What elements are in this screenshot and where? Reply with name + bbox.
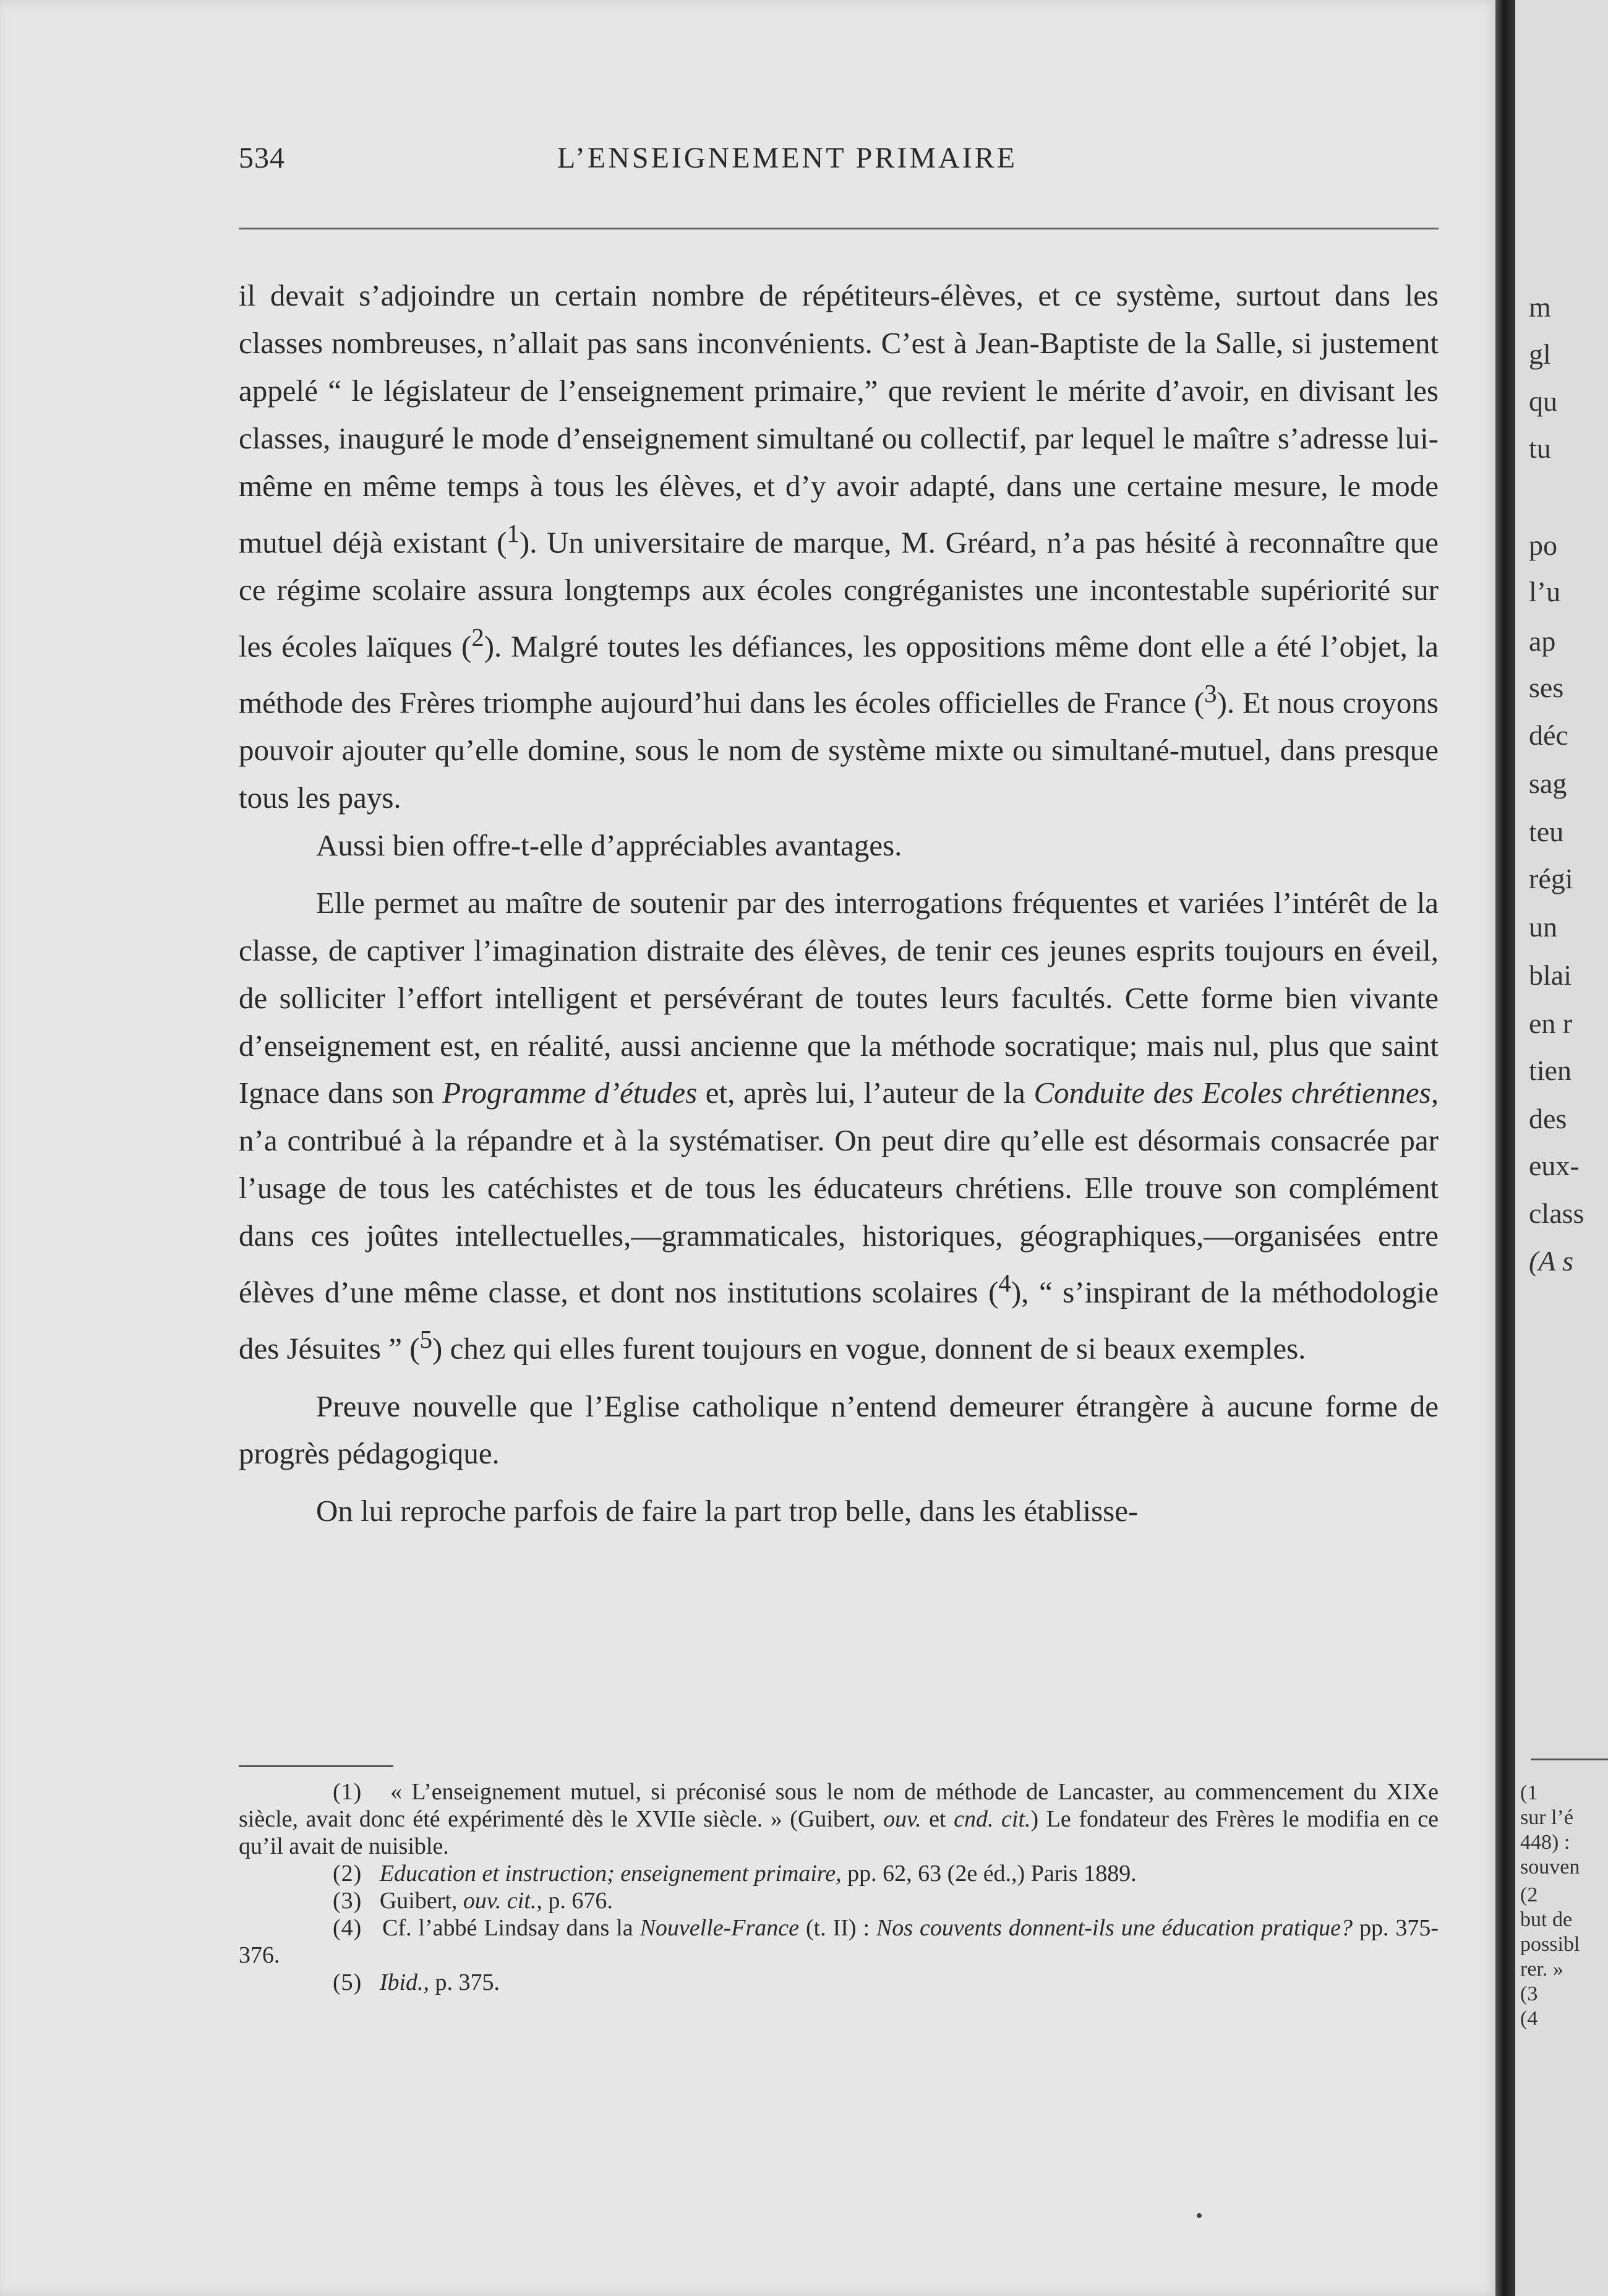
paragraph-3 [239, 880, 1439, 1373]
text-run: (t. II) : [799, 1915, 876, 1941]
facing-fragment: gl [1529, 338, 1551, 370]
footnote-ref-2: 2 [471, 623, 484, 651]
footnote-ref-5: 5 [419, 1326, 432, 1354]
facing-footnote-fragment: (2 [1520, 1883, 1538, 1906]
text-run: ). Malgré toutes les défiances, les oppositions même dont elle a été l’objet, la méthode des Frères triomphe aujourd’hui dans les écoles officielles de France ( [239, 629, 1439, 720]
text-run: pp. 375-376. [239, 1915, 1439, 1968]
footnotes [239, 1778, 1439, 1996]
facing-fragment: régi [1529, 863, 1573, 894]
facing-fragment: blai [1529, 959, 1572, 991]
facing-fragment: ap [1529, 625, 1556, 657]
text-run: n’a contribué à la répandre et à la systématiser. On peut dire qu’elle est désormais consacrée par l’usage de tous les catéchistes et de tous les éducateurs chrétiens. Elle trouve son complément dans ces joûtes intellectuelles,—grammaticales, historiques, géographiques,—organisées entre élèves d’une même classe, et dont nos institutions scolaires ( [239, 1123, 1439, 1309]
facing-fragment: tien [1529, 1055, 1572, 1086]
facing-fragment: un [1529, 911, 1557, 943]
footnote-number: (4) [333, 1915, 362, 1941]
facing-fragment: ses [1529, 672, 1564, 703]
text-run: Guibert, [379, 1888, 463, 1914]
text-run: et [921, 1806, 954, 1832]
footnote-1 [239, 1778, 1439, 1860]
paragraph-2: Aussi bien offre-t-elle d’appréciables avantages. [316, 828, 902, 862]
text-run: p. 676. [542, 1888, 613, 1914]
text-run: « L’enseignement mutuel, si préconisé sous le nom de méthode de Lancaster, au commencement du XIXe siècle, avait donc été expérimenté dès le XVIIe siècle. » (Guibert, [239, 1779, 1439, 1832]
facing-fragment: po [1529, 529, 1557, 561]
italic-text: ouv. cit., [463, 1888, 542, 1914]
facing-fragment: l’u [1529, 576, 1561, 607]
facing-fragment: déc [1529, 719, 1568, 751]
footnote-number: (5) [333, 1969, 362, 1995]
text-run: p. 375. [429, 1969, 500, 1995]
book-gutter [1495, 0, 1516, 2296]
italic-text: cnd. cit. [954, 1806, 1031, 1832]
running-title: L’ENSEIGNEMENT PRIMAIRE [557, 142, 1018, 174]
facing-footnote-rule [1531, 1758, 1608, 1760]
footnote-4 [239, 1914, 1439, 1969]
italic-text: Nos couvents donnent-ils une éducation pratique? [876, 1915, 1353, 1941]
facing-footnote-fragment: sur l’é [1520, 1806, 1573, 1829]
footnote-number: (3) [333, 1888, 362, 1914]
footnote-2 [239, 1860, 1439, 1887]
facing-footnote-fragment: rer. » [1520, 1958, 1563, 1981]
page-number: 534 [239, 142, 285, 174]
facing-footnote-fragment: (3 [1520, 1982, 1538, 2005]
text-run: ). Un universitaire de marque, M. Gréard, n’a pas hésité à reconnaître que ce régime scolaire assura longtemps aux écoles congréganistes une incontestable supériorité sur les écoles laïques ( [239, 525, 1439, 663]
facing-footnote-fragment: (1 [1520, 1781, 1538, 1804]
footnote-ref-4: 4 [998, 1269, 1011, 1298]
footnote-ref-1: 1 [507, 519, 520, 547]
facing-fragment: (A s [1529, 1245, 1573, 1277]
text-run: ) chez qui elles furent toujours en vogue, donnent de si beaux exemples. [432, 1331, 1306, 1366]
footnote-rule [239, 1765, 393, 1767]
facing-fragment: eux- [1529, 1150, 1580, 1181]
footnote-5 [239, 1969, 1439, 1996]
facing-page-edge [1515, 0, 1608, 2296]
text-run: ), “ s’inspirant de la méthodologie des Jésuites ” ( [239, 1275, 1439, 1366]
text-run: Cf. l’abbé Lindsay dans la [382, 1915, 640, 1941]
italic-text: Education et instruction; enseignement primaire, [379, 1861, 842, 1887]
body-text [239, 272, 1439, 1535]
footnote-number: (2) [333, 1861, 362, 1887]
facing-footnote-fragment: but de [1520, 1908, 1573, 1931]
italic-text: Nouvelle-France [639, 1915, 800, 1941]
italic-title: Conduite des Ecoles chrétiennes, [1033, 1076, 1439, 1110]
text-run: pp. 62, 63 (2e éd.,) Paris 1889. [841, 1861, 1137, 1887]
facing-fragment: des [1529, 1103, 1567, 1134]
facing-fragment: class [1529, 1197, 1584, 1229]
text-run: et, après lui, l’auteur de la [697, 1076, 1034, 1110]
text-run: Elle permet au maître de soutenir par des interrogations fréquentes et variées l’intérêt de la classe, de captiver l’imagination distraite des élèves, de tenir ces jeunes esprits toujours en éveil, de solliciter l’effort intelligent et persévérant de toutes leurs facultés. Cette forme bien vivante d’enseignement est, en réalité, aussi ancienne que la méthode socratique; mais nul, plus que saint Ignace dans son [239, 885, 1439, 1110]
facing-footnote-fragment: souven [1520, 1856, 1580, 1878]
facing-fragment: tu [1529, 432, 1551, 464]
facing-footnote-fragment: possibl [1520, 1933, 1580, 1956]
paragraph-4: Preuve nouvelle que l’Eglise catholique n’entend demeurer étrangère à aucune forme de progrès pédagogique. [239, 1389, 1439, 1471]
running-head [239, 141, 1439, 184]
paragraph-1 [239, 272, 1439, 822]
facing-fragment: teu [1529, 816, 1564, 847]
italic-title: Programme d’études [442, 1076, 698, 1110]
facing-fragment: en r [1529, 1008, 1573, 1039]
text-run: ) Le fondateur des Frères le modifia en ce qu’il avait de nuisible. [239, 1806, 1439, 1859]
header-rule [239, 228, 1439, 229]
italic-text: Ibid., [379, 1969, 430, 1995]
footnote-ref-3: 3 [1204, 679, 1217, 708]
text-run: ). Et nous croyons pouvoir ajouter qu’elle domine, sous le nom de système mixte ou simultané-mutuel, dans presque tous les pays. [239, 685, 1439, 815]
footnote-3 [239, 1887, 1439, 1914]
ink-speck [1197, 2213, 1202, 2218]
paragraph-5: On lui reproche parfois de faire la part trop belle, dans les établisse- [316, 1494, 1139, 1528]
facing-fragment: qu [1529, 385, 1557, 417]
footnote-number: (1) [333, 1779, 362, 1805]
facing-fragment: m [1529, 291, 1551, 323]
facing-fragment: sag [1529, 768, 1567, 799]
text-run: il devait s’adjoindre un certain nombre de répétiteurs-élèves, et ce système, surtout dans les classes nombreuses, n’allait pas sans inconvénients. C’est à Jean-Baptiste de la Salle, si justement appelé “ le législateur de l’enseignement primaire,” que revient le mérite d’avoir, en divisant les classes, inauguré le mode d’enseignement simultané ou collectif, par lequel le maître s’adresse lui-même en même temps à tous les élèves, et d’y avoir adapté, dans une certaine mesure, le mode mutuel déjà existant ( [239, 278, 1439, 559]
facing-footnote-fragment: (4 [1520, 2007, 1538, 2030]
italic-text: ouv. [883, 1806, 922, 1832]
facing-footnote-fragment: 448) : [1520, 1831, 1570, 1854]
